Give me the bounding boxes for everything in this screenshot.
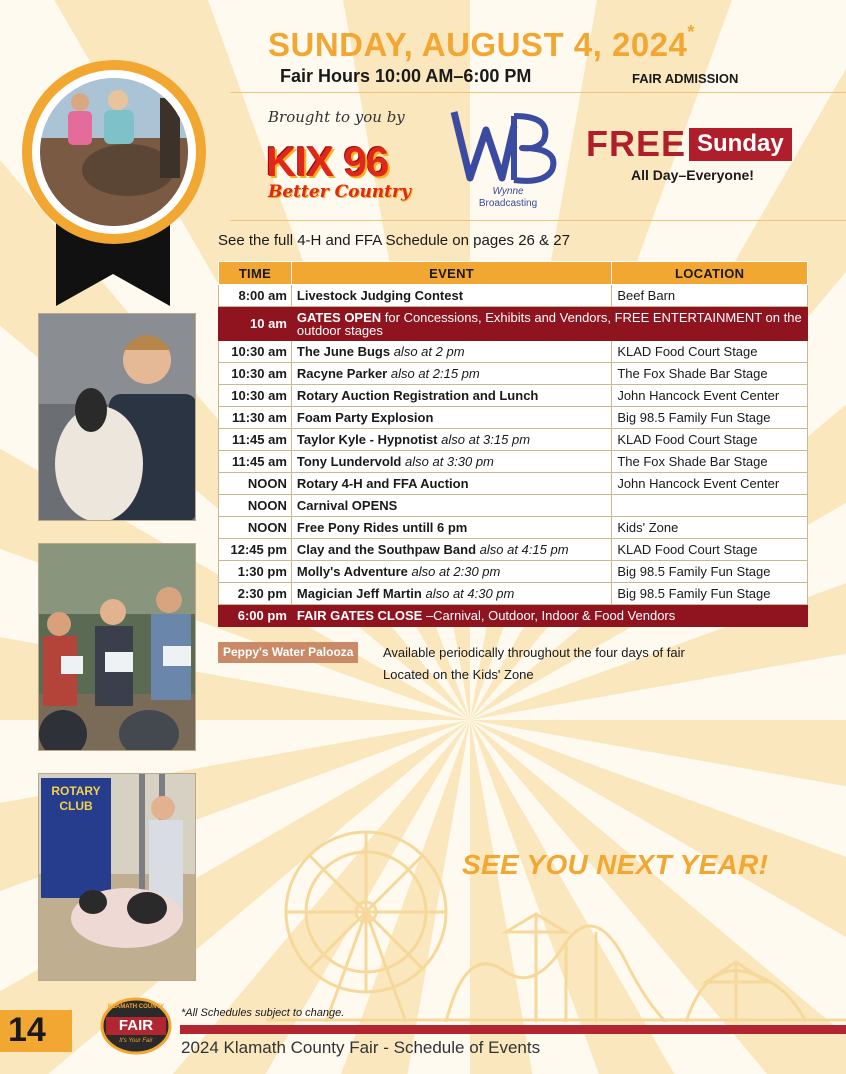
palooza-line1: Available periodically throughout the four days of fair [383,645,685,660]
free-subtitle: All Day–Everyone! [631,167,754,183]
col-time: TIME [219,262,292,285]
table-row-gates-close [219,605,808,627]
row-event: Foam Party Explosion [291,407,611,429]
kix96-logo-name: KIX 96 [266,138,389,185]
brought-to-you-by: Brought to you by [268,108,405,126]
row-location: Big 98.5 Family Fun Stage [612,561,808,583]
row-time: 8:00 am [219,285,292,307]
row-event: Rotary Auction Registration and Lunch [291,385,611,407]
free-word: FREE [586,123,687,164]
table-row-gates-open [219,307,808,341]
table-row [219,539,808,561]
fair-logo-top: KLAMATH COUNTY [107,1004,165,1010]
row-event: Magician Jeff Martin also at 4:30 pm [291,583,611,605]
row-time: 11:45 am [219,429,292,451]
table-row [219,583,808,605]
row-time: NOON [219,495,292,517]
header-rule [230,92,846,93]
wb-logo-icon [448,108,568,188]
row-location: John Hancock Event Center [612,385,808,407]
showmanship-goat-photo [38,313,196,521]
sponsor-rule [230,220,846,221]
row-location: John Hancock Event Center [612,473,808,495]
table-row [219,407,808,429]
row-location: Big 98.5 Family Fun Stage [612,407,808,429]
row-time: 2:30 pm [219,583,292,605]
page-number: 14 [8,1011,46,1049]
row-location: The Fox Shade Bar Stage [612,451,808,473]
col-location: LOCATION [612,262,808,285]
table-row [219,429,808,451]
palooza-badge: Peppy's Water Palooza [218,642,358,663]
table-row [219,363,808,385]
row-event: Racyne Parker also at 2:15 pm [291,363,611,385]
fair-logo-bottom: It's Your Fair [119,1038,153,1044]
row-time: 1:30 pm [219,561,292,583]
free-sunday-banner [586,123,792,165]
row-event: Livestock Judging Contest [291,285,611,307]
schedule-link-text: See the full 4-H and FFA Schedule on pages 26 & 27 [218,232,570,249]
row-location: Big 98.5 Family Fun Stage [612,583,808,605]
row-location: Beef Barn [612,285,808,307]
rotary-sign-line1: ROTARY [51,784,101,798]
row-time: 6:00 pm [219,605,292,627]
page-title: SUNDAY, AUGUST 4, 2024* [268,22,695,63]
rotary-sign-line2: CLUB [59,799,93,813]
footer-bar [180,1025,846,1034]
table-row [219,451,808,473]
row-event: Tony Lundervold also at 3:30 pm [291,451,611,473]
table-row [219,495,808,517]
kix96-logo [266,138,426,216]
table-row [219,561,808,583]
award-certificates-photo [38,543,196,751]
see-you-next-year: SEE YOU NEXT YEAR! [462,849,769,880]
medallion [22,60,206,244]
row-event: FAIR GATES CLOSE –Carnival, Outdoor, Indoor & Food Vendors [291,605,807,627]
row-time: 10:30 am [219,341,292,363]
footer-text: 2024 Klamath County Fair - Schedule of Events [181,1038,541,1057]
kix96-logo-tagline: Better Country [268,182,411,202]
klamath-fair-logo [100,997,172,1055]
pig-show-photo [38,773,196,981]
pony-ride-photo [40,78,188,226]
row-event: Rotary 4-H and FFA Auction [291,473,611,495]
row-time: NOON [219,517,292,539]
row-time: 10:30 am [219,385,292,407]
table-header-row [219,262,808,285]
table-row [219,517,808,539]
row-location [612,495,808,517]
fair-hours: Fair Hours 10:00 AM–6:00 PM [280,66,532,86]
row-event: Clay and the Southpaw Band also at 4:15 pm [291,539,611,561]
table-row [219,285,808,307]
row-location: KLAD Food Court Stage [612,539,808,561]
wb-logo-name: Wynne [492,186,524,197]
row-time: 10 am [219,307,292,341]
fair-logo-main: FAIR [118,1017,154,1034]
wynne-broadcasting-logo [448,108,568,213]
row-event: Carnival OPENS [291,495,611,517]
fair-admission-label: FAIR ADMISSION [632,71,739,86]
row-time: 12:45 pm [219,539,292,561]
disclaimer: *All Schedules subject to change. [181,1007,345,1019]
row-event: Molly's Adventure also at 2:30 pm [291,561,611,583]
row-location: KLAD Food Court Stage [612,429,808,451]
palooza-line2: Located on the Kids' Zone [383,667,534,682]
row-event: The June Bugs also at 2 pm [291,341,611,363]
col-event: EVENT [291,262,611,285]
table-row [219,385,808,407]
schedule-table [218,261,808,627]
row-location: Kids' Zone [612,517,808,539]
table-row [219,473,808,495]
row-time: NOON [219,473,292,495]
free-day-badge: Sunday [689,128,792,161]
row-time: 11:30 am [219,407,292,429]
row-event: Taylor Kyle - Hypnotist also at 3:15 pm [291,429,611,451]
row-location: The Fox Shade Bar Stage [612,363,808,385]
row-event: GATES OPEN for Concessions, Exhibits and Vendors, FREE ENTERTAINMENT on the outdoor stages [291,307,807,341]
row-time: 11:45 am [219,451,292,473]
table-row [219,341,808,363]
row-location: KLAD Food Court Stage [612,341,808,363]
row-time: 10:30 am [219,363,292,385]
row-event: Free Pony Rides untill 6 pm [291,517,611,539]
wb-logo-sub: Broadcasting [478,198,538,209]
